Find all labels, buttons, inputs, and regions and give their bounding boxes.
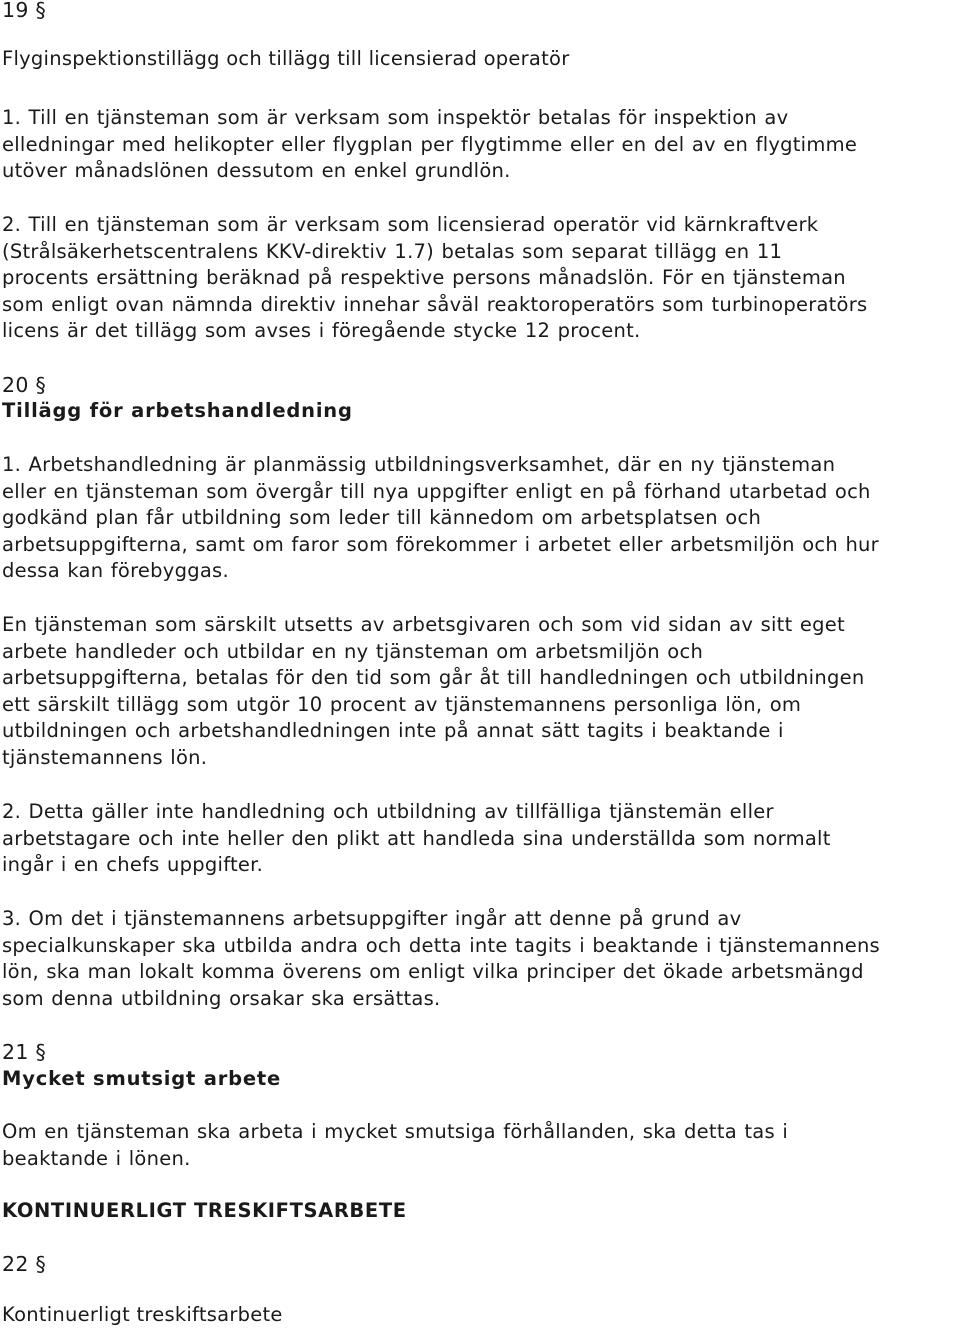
paragraph-20-4 [2, 906, 952, 1012]
paragraph-line: (Strålsäkerhetscentralens KKV-direktiv 1.7) betalas som separat tillägg en 11 [2, 239, 783, 263]
paragraph-line: specialkunskaper ska utbilda andra och detta inte tagits i beaktande i tjänstemannens [2, 933, 880, 957]
paragraph-line: eller en tjänsteman som övergår till nya uppgifter enligt en på förhand utarbetad och [2, 479, 871, 503]
paragraph-line: ett särskilt tillägg som utgör 10 procent av tjänstemannens personliga lön, om [2, 692, 802, 716]
paragraph-line: utöver månadslönen dessutom en enkel grundlön. [2, 159, 511, 182]
paragraph-line: arbete handleder och utbildar en ny tjänsteman om arbetsmiljön och [2, 639, 704, 663]
paragraph-line: 2. Detta gäller inte handledning och utbildning av tillfälliga tjänstemän eller [2, 800, 774, 823]
paragraph-line: licens är det tillägg som avses i föregående stycke 12 procent. [2, 319, 641, 342]
paragraph-line: godkänd plan får utbildning som leder till kännedom om arbetsplatsen och [2, 506, 762, 529]
paragraph-line: En tjänsteman som särskilt utsetts av arbetsgivaren och som vid sidan av sitt eget [2, 613, 845, 636]
paragraph-20-2 [2, 612, 952, 771]
paragraph-19-1 [2, 105, 952, 185]
paragraph-line: utbildningen och arbetshandledningen inte på annat sätt tagits i beaktande i [2, 719, 784, 742]
paragraph-line: 1. Arbetshandledning är planmässig utbildningsverksamhet, där en ny tjänsteman [2, 453, 836, 476]
paragraph-line: dessa kan förebyggas. [2, 559, 229, 582]
section-title-19: Flyginspektionstillägg och tillägg till licensierad operatör [2, 47, 570, 70]
section-number-20: 20 § [2, 373, 47, 397]
paragraph-line: 3. Om det i tjänstemannens arbetsuppgifter ingår att denne på grund av [2, 907, 742, 930]
paragraph-line: elledningar med helikopter eller flygplan per flygtimme eller en del av en flygtimme [2, 132, 858, 156]
paragraph-line: lön, ska man lokalt komma överens om enligt vilka principer det ökade arbetsmängd [2, 960, 864, 983]
paragraph-line: Om en tjänsteman ska arbeta i mycket smutsiga förhållanden, ska detta tas i [2, 1120, 788, 1143]
section-number-22: 22 § [2, 1252, 47, 1276]
paragraph-line: som denna utbildning orsakar ska ersättas. [2, 986, 441, 1010]
paragraph-line: tjänstemannens lön. [2, 745, 208, 769]
paragraph-20-1 [2, 452, 952, 585]
section-number-19: 19 § [2, 0, 47, 22]
paragraph-line: arbetsuppgifterna, betalas för den tid som går åt till handledningen och utbildningen [2, 666, 865, 689]
paragraph-20-3 [2, 799, 952, 879]
paragraph-line: beaktande i lönen. [2, 1146, 191, 1170]
paragraph-line: arbetstagare och inte heller den plikt att handleda sina underställda som normalt [2, 826, 831, 850]
paragraph-line: 1. Till en tjänsteman som är verksam som inspektör betalas för inspektion av [2, 106, 789, 129]
paragraph-21-1 [2, 1119, 952, 1172]
chapter-heading: KONTINUERLIGT TRESKIFTSARBETE [2, 1199, 407, 1222]
paragraph-line: som enligt ovan nämnda direktiv innehar såväl reaktoroperatörs som turbinoperatörs [2, 292, 868, 316]
paragraph-19-2 [2, 212, 952, 345]
section-title-22: Kontinuerligt treskiftsarbete [2, 1303, 283, 1326]
paragraph-line: 2. Till en tjänsteman som är verksam som licensierad operatör vid kärnkraftverk [2, 213, 819, 236]
paragraph-line: procents ersättning beräknad på respektive persons månadslön. För en tjänsteman [2, 266, 846, 289]
section-title-20: Tillägg för arbetshandledning [2, 399, 353, 422]
paragraph-line: arbetsuppgifterna, samt om faror som förekommer i arbetet eller arbetsmiljön och hur [2, 532, 879, 556]
section-number-21: 21 § [2, 1040, 47, 1064]
section-title-21: Mycket smutsigt arbete [2, 1067, 282, 1090]
paragraph-line: ingår i en chefs uppgifter. [2, 853, 264, 876]
